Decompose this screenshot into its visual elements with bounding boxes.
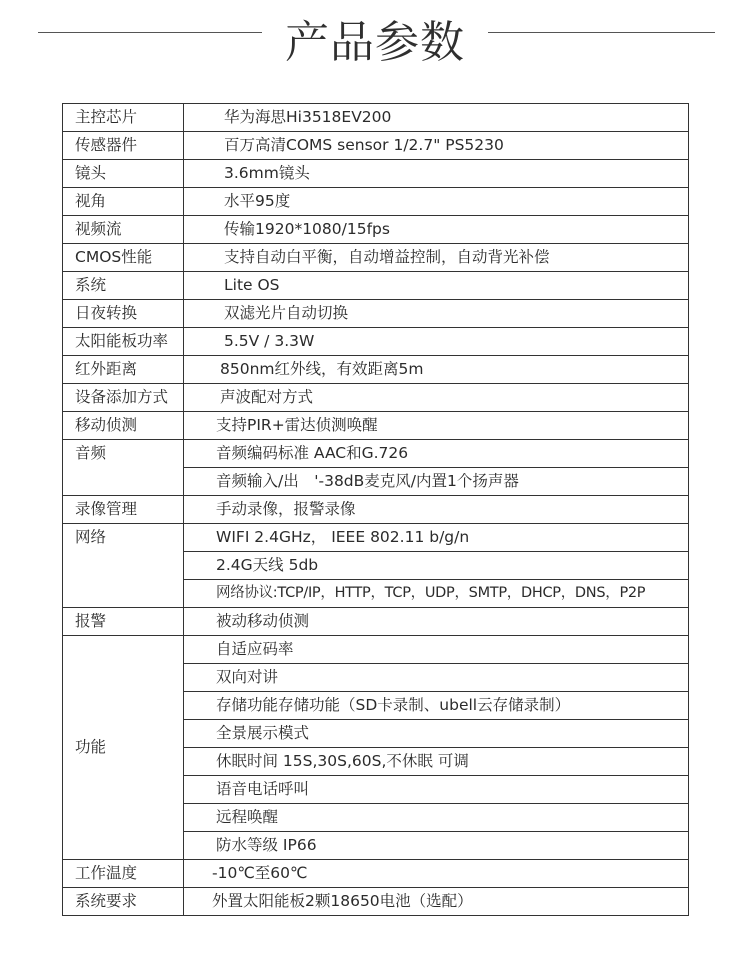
- spec-key: 太阳能板功率: [63, 328, 184, 356]
- page-title: 产品参数: [285, 17, 465, 68]
- table-row: [63, 188, 689, 216]
- spec-key: 镜头: [63, 160, 184, 188]
- spec-value: 外置太阳能板2颗18650电池（选配）: [184, 888, 689, 916]
- spec-value: 850nm红外线，有效距离5m: [184, 356, 689, 384]
- spec-value: 网络协议:TCP/IP，HTTP，TCP，UDP，SMTP，DHCP，DNS，P2P: [184, 580, 689, 608]
- table-row: [63, 384, 689, 412]
- spec-value: -10℃至60℃: [184, 860, 689, 888]
- table-row: [63, 860, 689, 888]
- spec-value: 支持自动白平衡，自动增益控制，自动背光补偿: [184, 244, 689, 272]
- spec-value: 休眠时间 15S,30S,60S,不休眠 可调: [184, 748, 689, 776]
- spec-key: 报警: [63, 608, 184, 636]
- spec-value: 音频编码标准 AAC和G.726: [184, 440, 689, 468]
- spec-key: 网络: [63, 524, 184, 608]
- spec-value: 支持PIR+雷达侦测唤醒: [184, 412, 689, 440]
- table-row: [63, 524, 689, 552]
- spec-key: 系统要求: [63, 888, 184, 916]
- spec-key: 系统: [63, 272, 184, 300]
- table-row: [63, 272, 689, 300]
- spec-value: 水平95度: [184, 188, 689, 216]
- spec-value: 存储功能存储功能（SD卡录制、ubell云存储录制）: [184, 692, 689, 720]
- spec-key: 录像管理: [63, 496, 184, 524]
- spec-key: 移动侦测: [63, 412, 184, 440]
- spec-value: 华为海思Hi3518EV200: [184, 104, 689, 132]
- table-row: [63, 104, 689, 132]
- spec-value: Lite OS: [184, 272, 689, 300]
- spec-value: 远程唤醒: [184, 804, 689, 832]
- spec-key: 传感器件: [63, 132, 184, 160]
- spec-value: WIFI 2.4GHz， IEEE 802.11 b/g/n: [184, 524, 689, 552]
- spec-value: 自适应码率: [184, 636, 689, 664]
- page-header: [0, 0, 750, 80]
- spec-value: 3.6mm镜头: [184, 160, 689, 188]
- table-row: [63, 160, 689, 188]
- spec-value: 被动移动侦测: [184, 608, 689, 636]
- table-row: [63, 888, 689, 916]
- spec-key: CMOS性能: [63, 244, 184, 272]
- spec-value: 语音电话呼叫: [184, 776, 689, 804]
- table-row: [63, 608, 689, 636]
- spec-value: 百万高清COMS sensor 1/2.7" PS5230: [184, 132, 689, 160]
- spec-value: 2.4G天线 5db: [184, 552, 689, 580]
- spec-value: 双滤光片自动切换: [184, 300, 689, 328]
- spec-key: 视频流: [63, 216, 184, 244]
- title-divider-right: [488, 32, 715, 33]
- table-row: [63, 440, 689, 468]
- spec-value: 防水等级 IP66: [184, 832, 689, 860]
- spec-value: 全景展示模式: [184, 720, 689, 748]
- table-row: [63, 132, 689, 160]
- spec-value: 传输1920*1080/15fps: [184, 216, 689, 244]
- table-row: [63, 496, 689, 524]
- spec-value: 5.5V / 3.3W: [184, 328, 689, 356]
- table-row: [63, 356, 689, 384]
- spec-value: 音频输入/出 '-38dB麦克风/内置1个扬声器: [184, 468, 689, 496]
- spec-key: 音频: [63, 440, 184, 496]
- spec-value: 双向对讲: [184, 664, 689, 692]
- spec-key: 日夜转换: [63, 300, 184, 328]
- table-row: [63, 328, 689, 356]
- spec-key: 红外距离: [63, 356, 184, 384]
- spec-value: 手动录像，报警录像: [184, 496, 689, 524]
- spec-key: 设备添加方式: [63, 384, 184, 412]
- spec-value: 声波配对方式: [184, 384, 689, 412]
- table-row: [63, 636, 689, 664]
- table-row: [63, 244, 689, 272]
- spec-key: 主控芯片: [63, 104, 184, 132]
- table-row: [63, 216, 689, 244]
- spec-key: 工作温度: [63, 860, 184, 888]
- spec-key: 功能: [63, 636, 184, 860]
- table-row: [63, 412, 689, 440]
- spec-table: [62, 103, 689, 916]
- spec-key: 视角: [63, 188, 184, 216]
- title-divider-left: [38, 32, 262, 33]
- table-row: [63, 300, 689, 328]
